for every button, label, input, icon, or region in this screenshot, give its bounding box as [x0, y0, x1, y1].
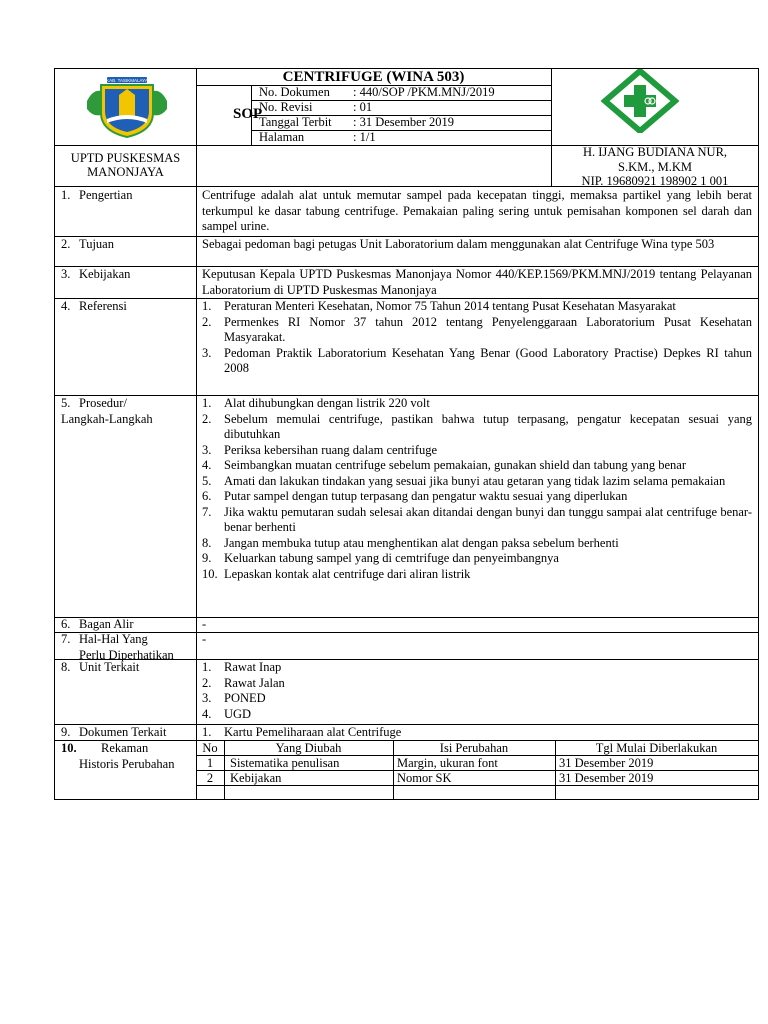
org-name-line-2: MANONJAYA [87, 165, 164, 179]
section-number: 2. [61, 237, 71, 251]
sop-document: KAB. TASIKMALAYA CENTRIFUGE (WINA 503) SOP No. Dokumen : 440/SOP /PKM.MNJ/2019 No. Revisi : 01 Tanggal Terbit : 31 Desember 2019 Halaman : 1/1 UPTD PUSKESMAS MANONJAYA H. IJANG BUDIANA NUR, S.KM., M.KM NIP. 19680921 198902 1 001 1. Pengertian Centrifuge adalah alat untuk memutar sampel pada kecepatan tinggi, memaksa partikel yang lebih berat terkumpul ke dasar tabung centrifuge. Pemakaian paling sering untuk pemisahan komponen sel darah dan sampel urine. 2. Tujuan Sebagai pedoman bagi petugas Unit Laboratorium dalam menggunakan alat Centrifuge Wina type 503 3. Kebijakan Keputusan Kepala UPTD Puskesmas Manonjaya Nomor 440/KEP.1569/PKM.MNJ/2019 tentang Pelayanan Laboratorium di UPTD Puskesmas Manonjaya 4. Referensi 1. Peraturan Menteri Kesehatan, Nomor 75 Tahun 2014 tentang Pusat Kesehatan Masyarakat 2. Permenkes RI Nomor 37 tahun 2012 tentang Penyelenggaraan Laboratorium Pusat Kesehatan Masyarakat. 3. Pedoman Praktik Laboratorium Kesehatan Yang Benar (Good Laboratory Practise) Depkes RI tahun 2008 5. Prosedur/ Langkah-Langkah 1. Alat dihubungkan dengan listrik 220 volt 2. Sebelum memulai centrifuge, pastikan bahwa tutup terpasang, pengatur kecepatan sesuai yang dibutuhkan 3. Periksa kebersihan ruang dalam centrifuge 4. Seimbangkan muatan centrifuge sebelum pemakaian, gunakan shield dan tabung yang benar 5. Amati dan lakukan tindakan yang sesuai jika bunyi atau getaran yang tidak lazim selama pemakaian 6. Putar sampel dengan tutup terpasang dan pengatur waktu sesuai yang diperlukan 7. Jika waktu pemutaran sudah selesai akan ditandai dengan bunyi dan tunggu sampai alat centrifuge benar-benar berhenti 8. Jangan membuka tutup atau menghentikan alat dengan paksa sebelum berhenti 9. Keluarkan tabung sampel yang di cemtrifuge dan penyeimbangnya 10. Lepaskan kontak alat centrifuge dari aliran listrik 6. Bagan Alir - 7. Hal-Hal Yang Perlu Diperhatikan - 8. Unit Terkait 1. Rawat Inap 2. Rawat Jalan 3. PONED 4. UGD 9. Dokumen Terkait 1. Kartu Pemeliharaan alat Centrifuge 10. Rekaman Historis Perubahan No Yang Diubah Isi Perubahan Tgl Mulai Diberlakukan 1 Sistematika penulisan Margin, ukuran font 31 Desember 2019 2 Kebijakan Nomor SK 31 Desember 2019 [54, 68, 759, 800]
section-label-rekaman [61, 741, 196, 772]
signer-title: S.KM., M.KM [618, 160, 692, 174]
item-number: 1. [202, 725, 212, 739]
list-item [202, 474, 752, 490]
item-text: Lepaskan kontak alat centrifuge dari aliran listrik [224, 566, 471, 581]
item-text: Putar sampel dengan tutup terpasang dan pengatur waktu sesuai yang diperlukan [224, 489, 628, 503]
section-number: 4. [61, 299, 71, 313]
section-label-hal-hal [61, 632, 174, 663]
item-number: 1. [202, 660, 212, 674]
item-text: Rawat Inap [224, 660, 282, 674]
history-cell: 31 Desember 2019 [559, 756, 654, 770]
item-number: 2. [202, 411, 212, 426]
history-cell: Sistematika penulisan [230, 756, 340, 770]
list-item [202, 458, 752, 474]
pengertian-text: Centrifuge adalah alat untuk memutar sampel pada kecepatan tinggi, memaksa partikel yang lebih berat terkumpul ke dasar tabung centrifuge. Pemakaian paling sering untuk pemisahan komponen sel darah dan sampel urine. [202, 188, 752, 233]
section-label-kebijakan [61, 267, 130, 283]
section-label-tujuan [61, 237, 114, 253]
bagan-alir-value: - [202, 617, 207, 631]
list-item [202, 315, 752, 346]
item-number: 9. [202, 551, 212, 565]
meta-label-no-revisi: No. Revisi [259, 100, 313, 114]
section-label: Unit Terkait [79, 660, 140, 674]
divider [55, 617, 758, 618]
item-text: Seimbangkan muatan centrifuge sebelum pemakaian, gunakan shield dan tabung yang benar [224, 458, 686, 472]
section-label: Prosedur/ [79, 396, 127, 410]
meta-label-halaman: Halaman [259, 130, 305, 144]
section-label: Rekaman [101, 741, 149, 755]
item-number: 4. [202, 458, 212, 472]
item-number: 8. [202, 535, 212, 550]
item-text: Jangan membuka tutup atau menghentikan alat dengan paksa sebelum berhenti [224, 535, 619, 550]
list-item [202, 536, 752, 552]
section-number: 6. [61, 617, 71, 631]
item-text: Permenkes RI Nomor 37 tahun 2012 tentang Penyelenggaraan Laboratorium Pusat Kesehatan Masyarakat. [224, 314, 752, 344]
section-number: 7. [61, 632, 71, 646]
list-item [202, 660, 502, 676]
item-number: 3. [202, 442, 212, 457]
item-number: 7. [202, 504, 212, 519]
meta-label-tanggal-terbit: Tanggal Terbit [259, 115, 332, 129]
regency-logo-banner: KAB. TASIKMALAYA [106, 78, 148, 83]
section-label-pengertian [61, 188, 132, 204]
prosedur-list [202, 396, 752, 582]
section-label-cont: Historis Perubahan [79, 756, 175, 771]
history-col-yang-diubah: Yang Diubah [275, 741, 342, 755]
meta-value-halaman: : 1/1 [353, 130, 376, 144]
list-item [202, 691, 502, 707]
org-name-line-1: UPTD PUSKESMAS [70, 151, 181, 165]
document-title: CENTRIFUGE (WINA 503) [282, 69, 465, 85]
item-number: 2. [202, 314, 212, 329]
section-label-cont: Langkah-Langkah [61, 411, 153, 426]
hal-hal-value: - [202, 632, 207, 646]
section-number: 1. [61, 188, 71, 202]
history-cell: 2 [206, 771, 214, 785]
history-col-tgl: Tgl Mulai Diberlakukan [595, 741, 718, 755]
regency-logo [79, 75, 175, 139]
meta-value-no-revisi: : 01 [353, 100, 373, 114]
meta-label-no-dokumen: No. Dokumen [259, 85, 330, 99]
history-cell: Margin, ukuran font [397, 756, 498, 770]
section-label-unit-terkait [61, 660, 139, 676]
section-label: Pengertian [79, 188, 133, 202]
dokumen-terkait-list [202, 725, 602, 741]
list-item [202, 707, 502, 723]
list-item [202, 346, 752, 377]
history-cell: Kebijakan [230, 771, 282, 785]
section-number: 9. [61, 725, 71, 739]
history-col-no: No [202, 741, 218, 755]
item-text: Keluarkan tabung sampel yang di cemtrifuge dan penyeimbangnya [224, 551, 559, 565]
history-col-isi-perubahan: Isi Perubahan [439, 741, 509, 755]
section-label: Tujuan [79, 237, 114, 251]
section-label: Dokumen Terkait [79, 725, 167, 739]
meta-value-tanggal-terbit: : 31 Desember 2019 [353, 115, 455, 129]
item-number: 6. [202, 489, 212, 503]
referensi-list [202, 299, 752, 377]
divider [196, 186, 197, 799]
list-item [202, 725, 602, 741]
item-text: Peraturan Menteri Kesehatan, Nomor 75 Tahun 2014 tentang Pusat Kesehatan Masyarakat [224, 299, 676, 313]
section-label-referensi [61, 299, 127, 315]
meta-value-no-dokumen: : 440/SOP /PKM.MNJ/2019 [353, 85, 495, 99]
section-number: 10. [61, 741, 77, 755]
item-text: UGD [224, 706, 252, 721]
item-number: 10. [202, 566, 218, 581]
kebijakan-text: Keputusan Kepala UPTD Puskesmas Manonjaya Nomor 440/KEP.1569/PKM.MNJ/2019 tentang Pelayanan Laboratorium di UPTD Puskesmas Manonjaya [202, 267, 752, 297]
item-text: Periksa kebersihan ruang dalam centrifuge [224, 442, 438, 457]
section-number: 5. [61, 396, 71, 410]
item-text: Sebelum memulai centrifuge, pastikan bahwa tutup terpasang, pengatur kecepatan sesuai yang dibutuhkan [224, 411, 752, 441]
section-number: 8. [61, 660, 71, 674]
item-number: 3. [202, 691, 212, 705]
section-label-prosedur [61, 396, 153, 427]
list-item [202, 551, 752, 567]
section-number: 3. [61, 267, 71, 281]
signer-name: H. IJANG BUDIANA NUR, [582, 145, 728, 159]
item-number: 5. [202, 473, 212, 488]
divider [55, 186, 758, 187]
section-label: Bagan Alir [79, 617, 134, 631]
section-label: Referensi [79, 299, 127, 313]
history-cell: 31 Desember 2019 [559, 771, 654, 785]
list-item [202, 489, 752, 505]
item-text: Jika waktu pemutaran sudah selesai akan ditandai dengan bunyi dan tunggu sampai alat centrifuge benar-benar berhenti [224, 504, 752, 534]
item-number: 3. [202, 345, 212, 360]
unit-terkait-list [202, 660, 502, 722]
item-number: 1. [202, 396, 212, 410]
item-text: PONED [224, 691, 266, 705]
item-number: 4. [202, 706, 212, 721]
section-label-dokumen-terkait [61, 725, 166, 741]
history-cell: Nomor SK [397, 771, 452, 785]
tujuan-text: Sebagai pedoman bagi petugas Unit Laboratorium dalam menggunakan alat Centrifuge Wina type 503 [202, 237, 715, 251]
puskesmas-logo [601, 69, 679, 133]
item-text: Rawat Jalan [224, 675, 285, 690]
list-item [202, 412, 752, 443]
list-item [202, 443, 752, 459]
section-label: Kebijakan [79, 267, 131, 281]
signer-nip: NIP. 19680921 198902 1 001 [581, 174, 729, 188]
list-item [202, 299, 752, 315]
item-text: Pedoman Praktik Laboratorium Kesehatan Yang Benar (Good Laboratory Practise) Depkes RI tahun 2008 [224, 345, 752, 375]
item-text: Kartu Pemeliharaan alat Centrifuge [224, 725, 402, 739]
item-text: Alat dihubungkan dengan listrik 220 volt [224, 396, 430, 410]
list-item [202, 676, 502, 692]
item-number: 1. [202, 299, 212, 313]
section-label-bagan-alir [61, 617, 134, 633]
divider [196, 69, 197, 186]
list-item [202, 505, 752, 536]
item-number: 2. [202, 675, 212, 690]
list-item [202, 396, 752, 412]
item-text: Amati dan lakukan tindakan yang sesuai jika bunyi atau getaran yang tidak lazim selama pemakaian [224, 473, 726, 488]
history-cell: 1 [206, 756, 214, 770]
list-item [202, 567, 752, 583]
section-label: Hal-Hal Yang [79, 632, 148, 646]
section-label-cont: Perlu Diperhatikan [79, 647, 174, 662]
